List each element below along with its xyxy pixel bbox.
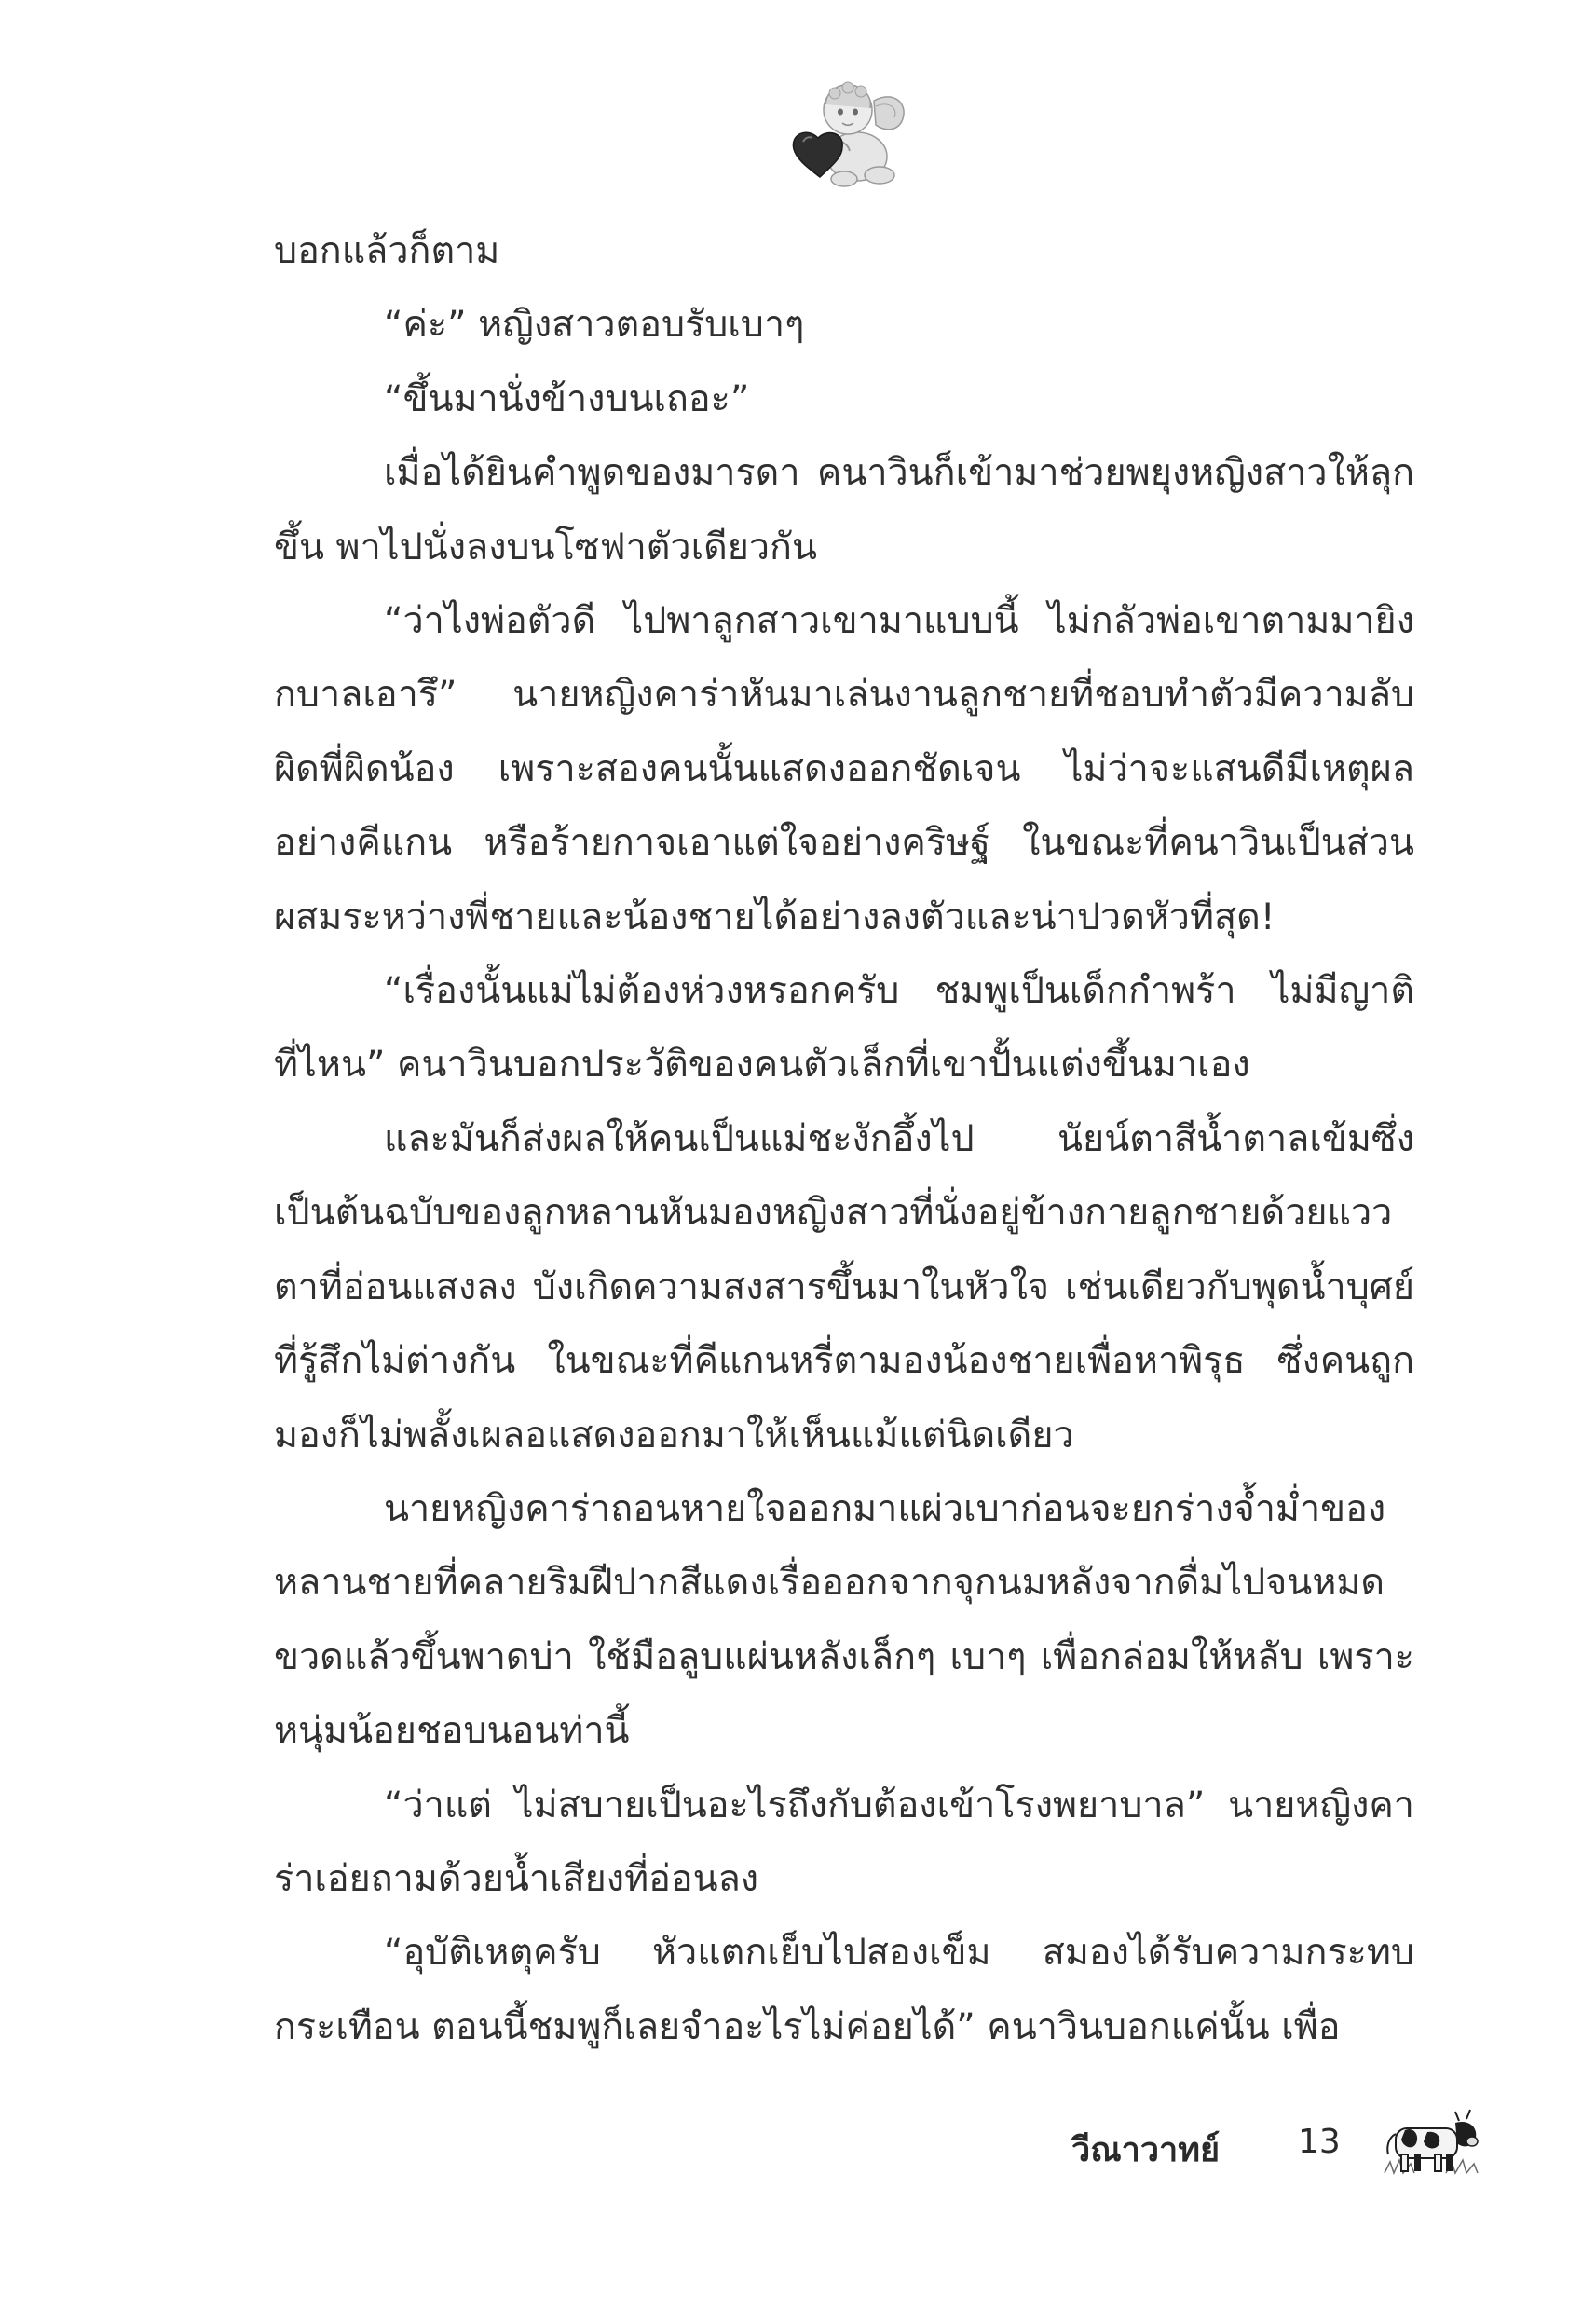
page-footer [0,2104,1596,2207]
paragraph: “ว่าแต่ ไม่สบายเป็นอะไรถึงกับต้องเข้าโรงพยาบาล” นายหญิงคาร่าเอ่ยถามด้วยน้ำเสียงที่อ่อนลง [274,1783,1414,1900]
paragraph: “อุบัติเหตุครับ หัวแตกเย็บไปสองเข็ม สมองได้รับความกระทบกระเทือน ตอนนี้ชมพูก็เลยจำอะไรไม่ค่อยได้” คนาวินบอกแค่นั้น เพื่อ [274,1931,1414,2048]
paragraph: “เรื่องนั้นแม่ไม่ต้องห่วงหรอกครับ ชมพูเป็นเด็กกำพร้า ไม่มีญาติที่ไหน” คนาวินบอกประวัติของคนตัวเล็กที่เขาปั้นแต่งขึ้นมาเอง [274,969,1414,1087]
paragraph: “ค่ะ” หญิงสาวตอบรับเบาๆ [384,303,805,347]
paragraph: นายหญิงคาร่าถอนหายใจออกมาแผ่วเบาก่อนจะยกร่างจ้ำม่ำของหลานชายที่คลายริมฝีปากสีแดงเรื่อออกจากจุกนมหลังจากดื่มไปจนหมดขวดแล้วขึ้นพาดบ่า ใช้มือลูบแผ่นหลังเล็กๆ เบาๆ เพื่อกล่อมให้หลับ เพราะหนุ่มน้อยชอบนอนท่านี้ [274,1486,1414,1753]
book-title: วีณาวาทย์ [1071,2131,1221,2169]
paragraph: “ขึ้นมานั่งข้างบนเถอะ” [384,376,750,420]
body-text [274,214,1414,2064]
paragraph: “ว่าไงพ่อตัวดี ไปพาลูกสาวเขามาแบบนี้ ไม่กลัวพ่อเขาตามมายิงกบาลเอารึ” นายหญิงคาร่าหันมาเล่นงานลูกชายที่ชอบทำตัวมีความลับ ผิดพี่ผิดน้อง เพราะสองคนนั้นแสดงออกชัดเจน ไม่ว่าจะแสนดีมีเหตุผลอย่างคีแกน หรือร้ายกาจเอาแต่ใจอย่างคริษฐ์ ในขณะที่คนาวินเป็นส่วนผสมระหว่างพี่ชายและน้องชายได้อย่างลงตัวและน่าปวดหัวที่สุด! [274,599,1414,938]
cherub-holding-heart-icon [783,73,913,194]
paragraph: บอกแล้วก็ตาม [274,229,500,272]
paragraph: และมันก็ส่งผลให้คนเป็นแม่ชะงักอึ้งไป นัยน์ตาสีน้ำตาลเข้มซึ่งเป็นต้นฉบับของลูกหลานหันมองหญิงสาวที่นั่งอยู่ข้างกายลูกชายด้วยแววตาที่อ่อนแสงลง บังเกิดความสงสารขึ้นมาในหัวใจ เช่นเดียวกับพุดน้ำบุศย์ที่รู้สึกไม่ต่างกัน ในขณะที่คีแกนหรี่ตามองน้องชายเพื่อหาพิรุธ ซึ่งคนถูกมองก็ไม่พลั้งเผลอแสดงออกมาให้เห็นแม้แต่นิดเดียว [274,1116,1414,1456]
paragraph: เมื่อได้ยินคำพูดของมารดา คนาวินก็เข้ามาช่วยพยุงหญิงสาวให้ลุกขึ้น พาไปนั่งลงบนโซฟาตัวเดียวกัน [274,451,1414,568]
page-number: 13 [1298,2123,1341,2161]
cow-icon [1381,2104,1483,2179]
